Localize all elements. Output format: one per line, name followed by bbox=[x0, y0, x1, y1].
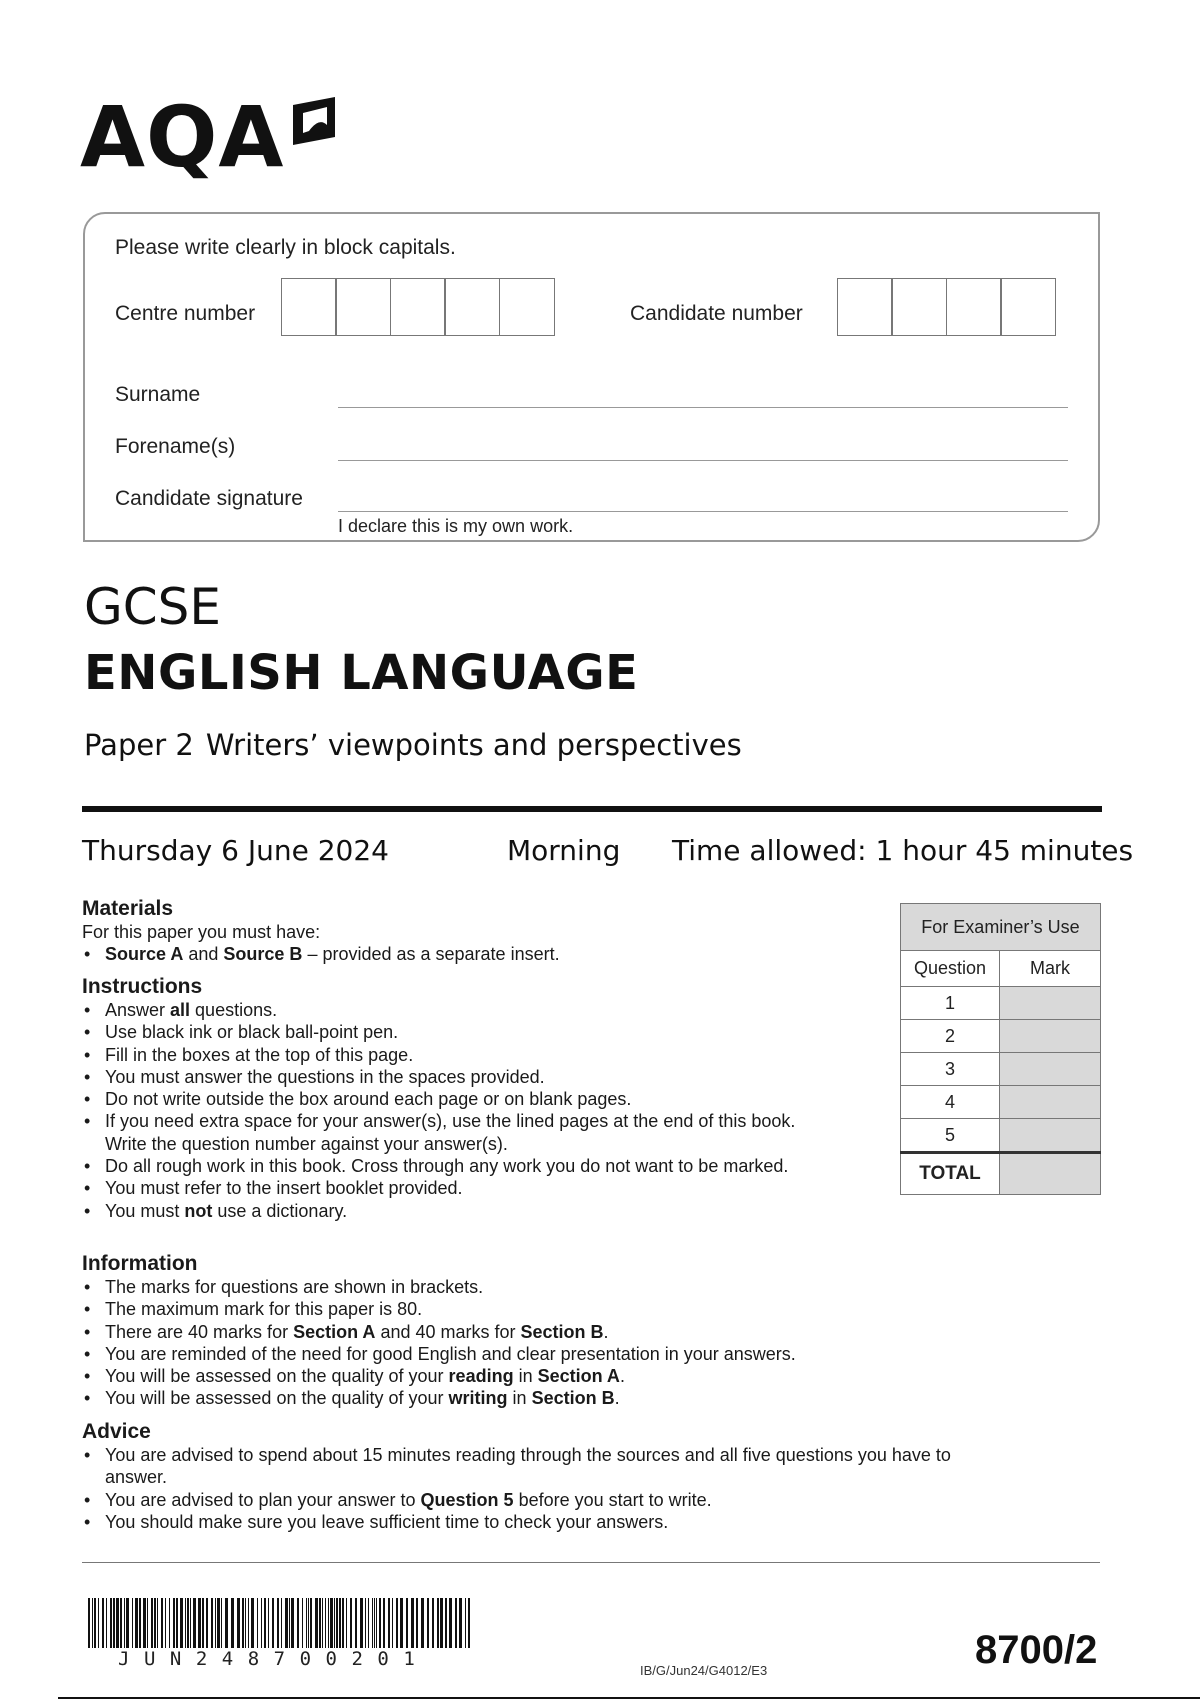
question-number: 4 bbox=[901, 1086, 1000, 1119]
list-item: • You must answer the questions in the spaces provided. bbox=[82, 1066, 802, 1088]
list-item: • Source A and Source B – provided as a separate insert. bbox=[82, 943, 942, 965]
paper-name: Writers’ viewpoints and perspectives bbox=[205, 728, 742, 762]
list-item: • You are advised to plan your answer to Question 5 before you start to write. bbox=[82, 1489, 1002, 1511]
barcode-icon bbox=[88, 1598, 470, 1648]
candidate-number-digit-box[interactable] bbox=[891, 278, 947, 336]
document-reference: IB/G/Jun24/G4012/E3 bbox=[640, 1663, 768, 1678]
list-item: • You are reminded of the need for good English and clear presentation in your answers. bbox=[82, 1343, 942, 1365]
barcode-digits: JUN248700201 bbox=[118, 1648, 430, 1670]
centre-number-digit-box[interactable] bbox=[335, 278, 391, 336]
centre-number-digit-box[interactable] bbox=[281, 278, 337, 336]
candidate-number-label: Candidate number bbox=[630, 302, 803, 325]
mark-cell bbox=[1000, 1020, 1101, 1053]
list-item: • You are advised to spend about 15 minutes reading through the sources and all five questions you have to answer. bbox=[82, 1444, 1002, 1489]
aqa-logo-mark-icon bbox=[285, 95, 340, 150]
time-allowed: Time allowed: 1 hour 45 minutes bbox=[672, 834, 1134, 867]
surname-label: Surname bbox=[115, 383, 201, 406]
question-number: 3 bbox=[901, 1053, 1000, 1086]
candidate-number-digit-box[interactable] bbox=[1000, 278, 1056, 336]
candidate-number-digit-box[interactable] bbox=[837, 278, 893, 336]
mark-cell bbox=[1000, 987, 1101, 1020]
exam-date: Thursday 6 June 2024 bbox=[82, 834, 389, 867]
mark-column-header: Mark bbox=[1000, 951, 1101, 987]
paper-number: Paper 2 bbox=[84, 728, 194, 762]
list-item: • Fill in the boxes at the top of this page. bbox=[82, 1044, 802, 1066]
list-item: • You must not use a dictionary. bbox=[82, 1200, 802, 1222]
instructions-heading: Instructions bbox=[82, 975, 203, 998]
advice-section bbox=[82, 1420, 1002, 1533]
forenames-field[interactable] bbox=[338, 460, 1068, 461]
mark-cell bbox=[1000, 1086, 1101, 1119]
centre-number-digit-box[interactable] bbox=[444, 278, 500, 336]
list-item: • The maximum mark for this paper is 80. bbox=[82, 1298, 942, 1320]
centre-number-input[interactable] bbox=[282, 278, 555, 336]
subject-title: ENGLISH LANGUAGE bbox=[84, 645, 639, 701]
candidate-number-digit-box[interactable] bbox=[946, 278, 1002, 336]
examiners-use-header: For Examiner’s Use bbox=[901, 904, 1101, 951]
information-heading: Information bbox=[82, 1252, 198, 1275]
list-item: • Do all rough work in this book. Cross through any work you do not want to be marked. bbox=[82, 1155, 802, 1177]
instructions-section bbox=[82, 975, 802, 1222]
advice-heading: Advice bbox=[82, 1420, 151, 1443]
divider bbox=[82, 806, 1102, 812]
question-column-header: Question bbox=[901, 951, 1000, 987]
materials-heading: Materials bbox=[82, 897, 174, 920]
list-item: • You will be assessed on the quality of your writing in Section B. bbox=[82, 1387, 942, 1409]
candidate-number-input[interactable] bbox=[838, 278, 1056, 336]
paper-code: 8700/2 bbox=[975, 1628, 1098, 1672]
list-item: • If you need extra space for your answer(s), use the lined pages at the end of this book. Write the question number against your answer(s). bbox=[82, 1110, 802, 1155]
list-item: • You should make sure you leave sufficient time to check your answers. bbox=[82, 1511, 1002, 1533]
list-item: • There are 40 marks for Section A and 40 marks for Section B. bbox=[82, 1321, 942, 1343]
declaration-text: I declare this is my own work. bbox=[338, 516, 574, 536]
signature-field[interactable] bbox=[338, 511, 1068, 512]
qualification-title: GCSE bbox=[84, 578, 221, 636]
mark-cell bbox=[1000, 1053, 1101, 1086]
total-label: TOTAL bbox=[901, 1153, 1000, 1195]
information-section bbox=[82, 1252, 942, 1410]
surname-field[interactable] bbox=[338, 407, 1068, 408]
centre-number-digit-box[interactable] bbox=[390, 278, 446, 336]
examiners-use-table bbox=[900, 903, 1101, 1195]
aqa-logo: AQA bbox=[80, 88, 285, 186]
list-item: • Do not write outside the box around each page or on blank pages. bbox=[82, 1088, 802, 1110]
centre-number-label: Centre number bbox=[115, 302, 256, 325]
paper-title bbox=[84, 728, 742, 762]
question-number: 5 bbox=[901, 1119, 1000, 1153]
forenames-label: Forename(s) bbox=[115, 435, 236, 458]
signature-label: Candidate signature bbox=[115, 487, 303, 510]
bottom-divider bbox=[58, 1697, 1200, 1699]
centre-number-digit-box[interactable] bbox=[499, 278, 555, 336]
list-item: • You must refer to the insert booklet provided. bbox=[82, 1177, 802, 1199]
mark-cell bbox=[1000, 1119, 1101, 1153]
total-mark-cell bbox=[1000, 1153, 1101, 1195]
exam-session: Morning bbox=[507, 834, 621, 867]
list-item: • Use black ink or black ball-point pen. bbox=[82, 1021, 802, 1043]
list-item: • You will be assessed on the quality of your reading in Section A. bbox=[82, 1365, 942, 1387]
materials-intro: For this paper you must have: bbox=[82, 922, 321, 942]
question-number: 2 bbox=[901, 1020, 1000, 1053]
block-capitals-instruction: Please write clearly in block capitals. bbox=[115, 236, 456, 259]
footer-divider bbox=[82, 1562, 1100, 1563]
list-item: • Answer all questions. bbox=[82, 999, 802, 1021]
list-item: • The marks for questions are shown in brackets. bbox=[82, 1276, 942, 1298]
materials-section bbox=[82, 897, 942, 966]
question-number: 1 bbox=[901, 987, 1000, 1020]
